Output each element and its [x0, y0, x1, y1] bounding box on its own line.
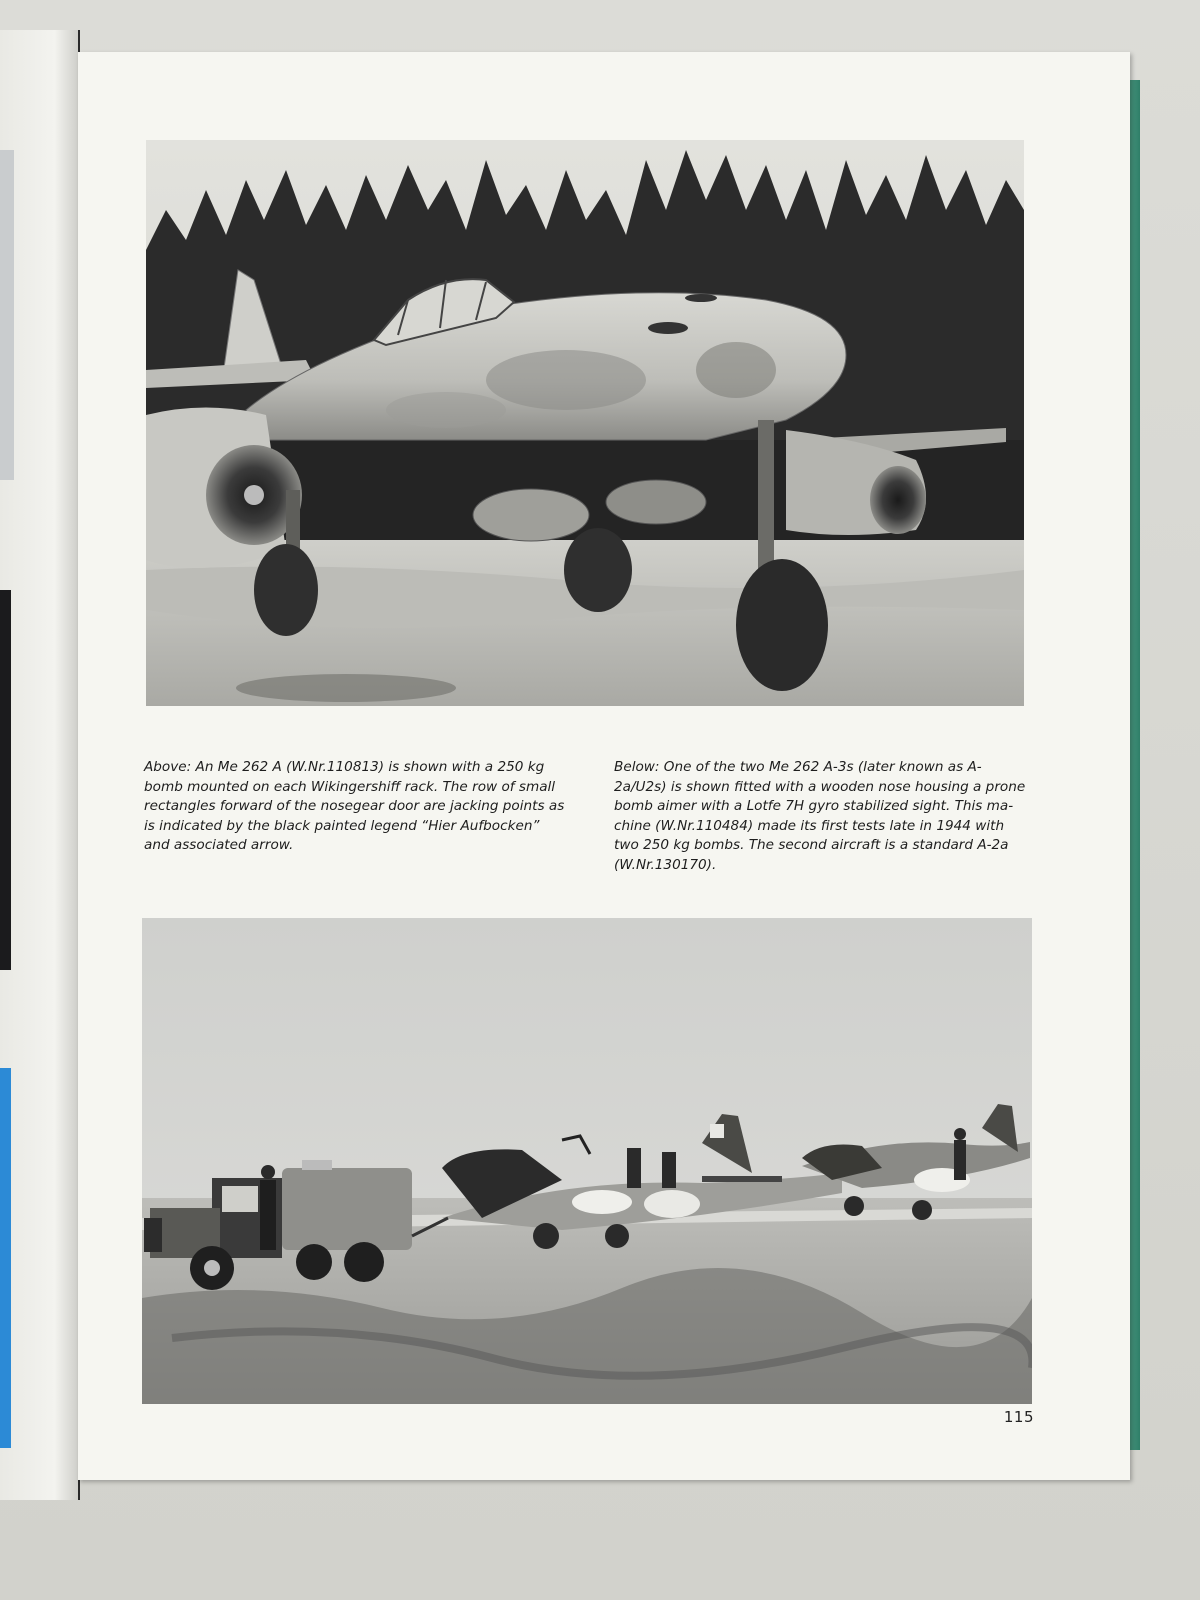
book-page [78, 52, 1130, 1480]
caption-above: Above: An Me 262 A (W.Nr.110813) is shown with a 250 kg bomb mounted on each Wikingershiff rack. The row of small rectangles forward of the nosegear door are jacking points as is indicated by the black painted legend “Hier Aufbocken” and associated arrow. [144, 759, 565, 853]
facing-page-strip-light [0, 150, 14, 480]
page-number: 115 [1003, 1408, 1034, 1426]
photo-me262-with-bombs [146, 140, 1024, 706]
facing-page-strip-dark [0, 590, 11, 970]
photo-me262-towed-by-truck [142, 918, 1032, 1404]
facing-page-strip-blue [0, 1068, 11, 1448]
facing-page-edge [0, 30, 80, 1500]
caption-below: Below: One of the two Me 262 A-3s (later known as A- 2a/U2s) is shown fitted with a wooden nose housing a prone bomb aimer with a Lotfe 7H gyro stabilized sight. This ma- chine (W.Nr.110484) made its first tests late in 1944 with two 250 kg bombs. The second aircraft is a standard A-2a (W.Nr.130170). [614, 759, 1026, 873]
